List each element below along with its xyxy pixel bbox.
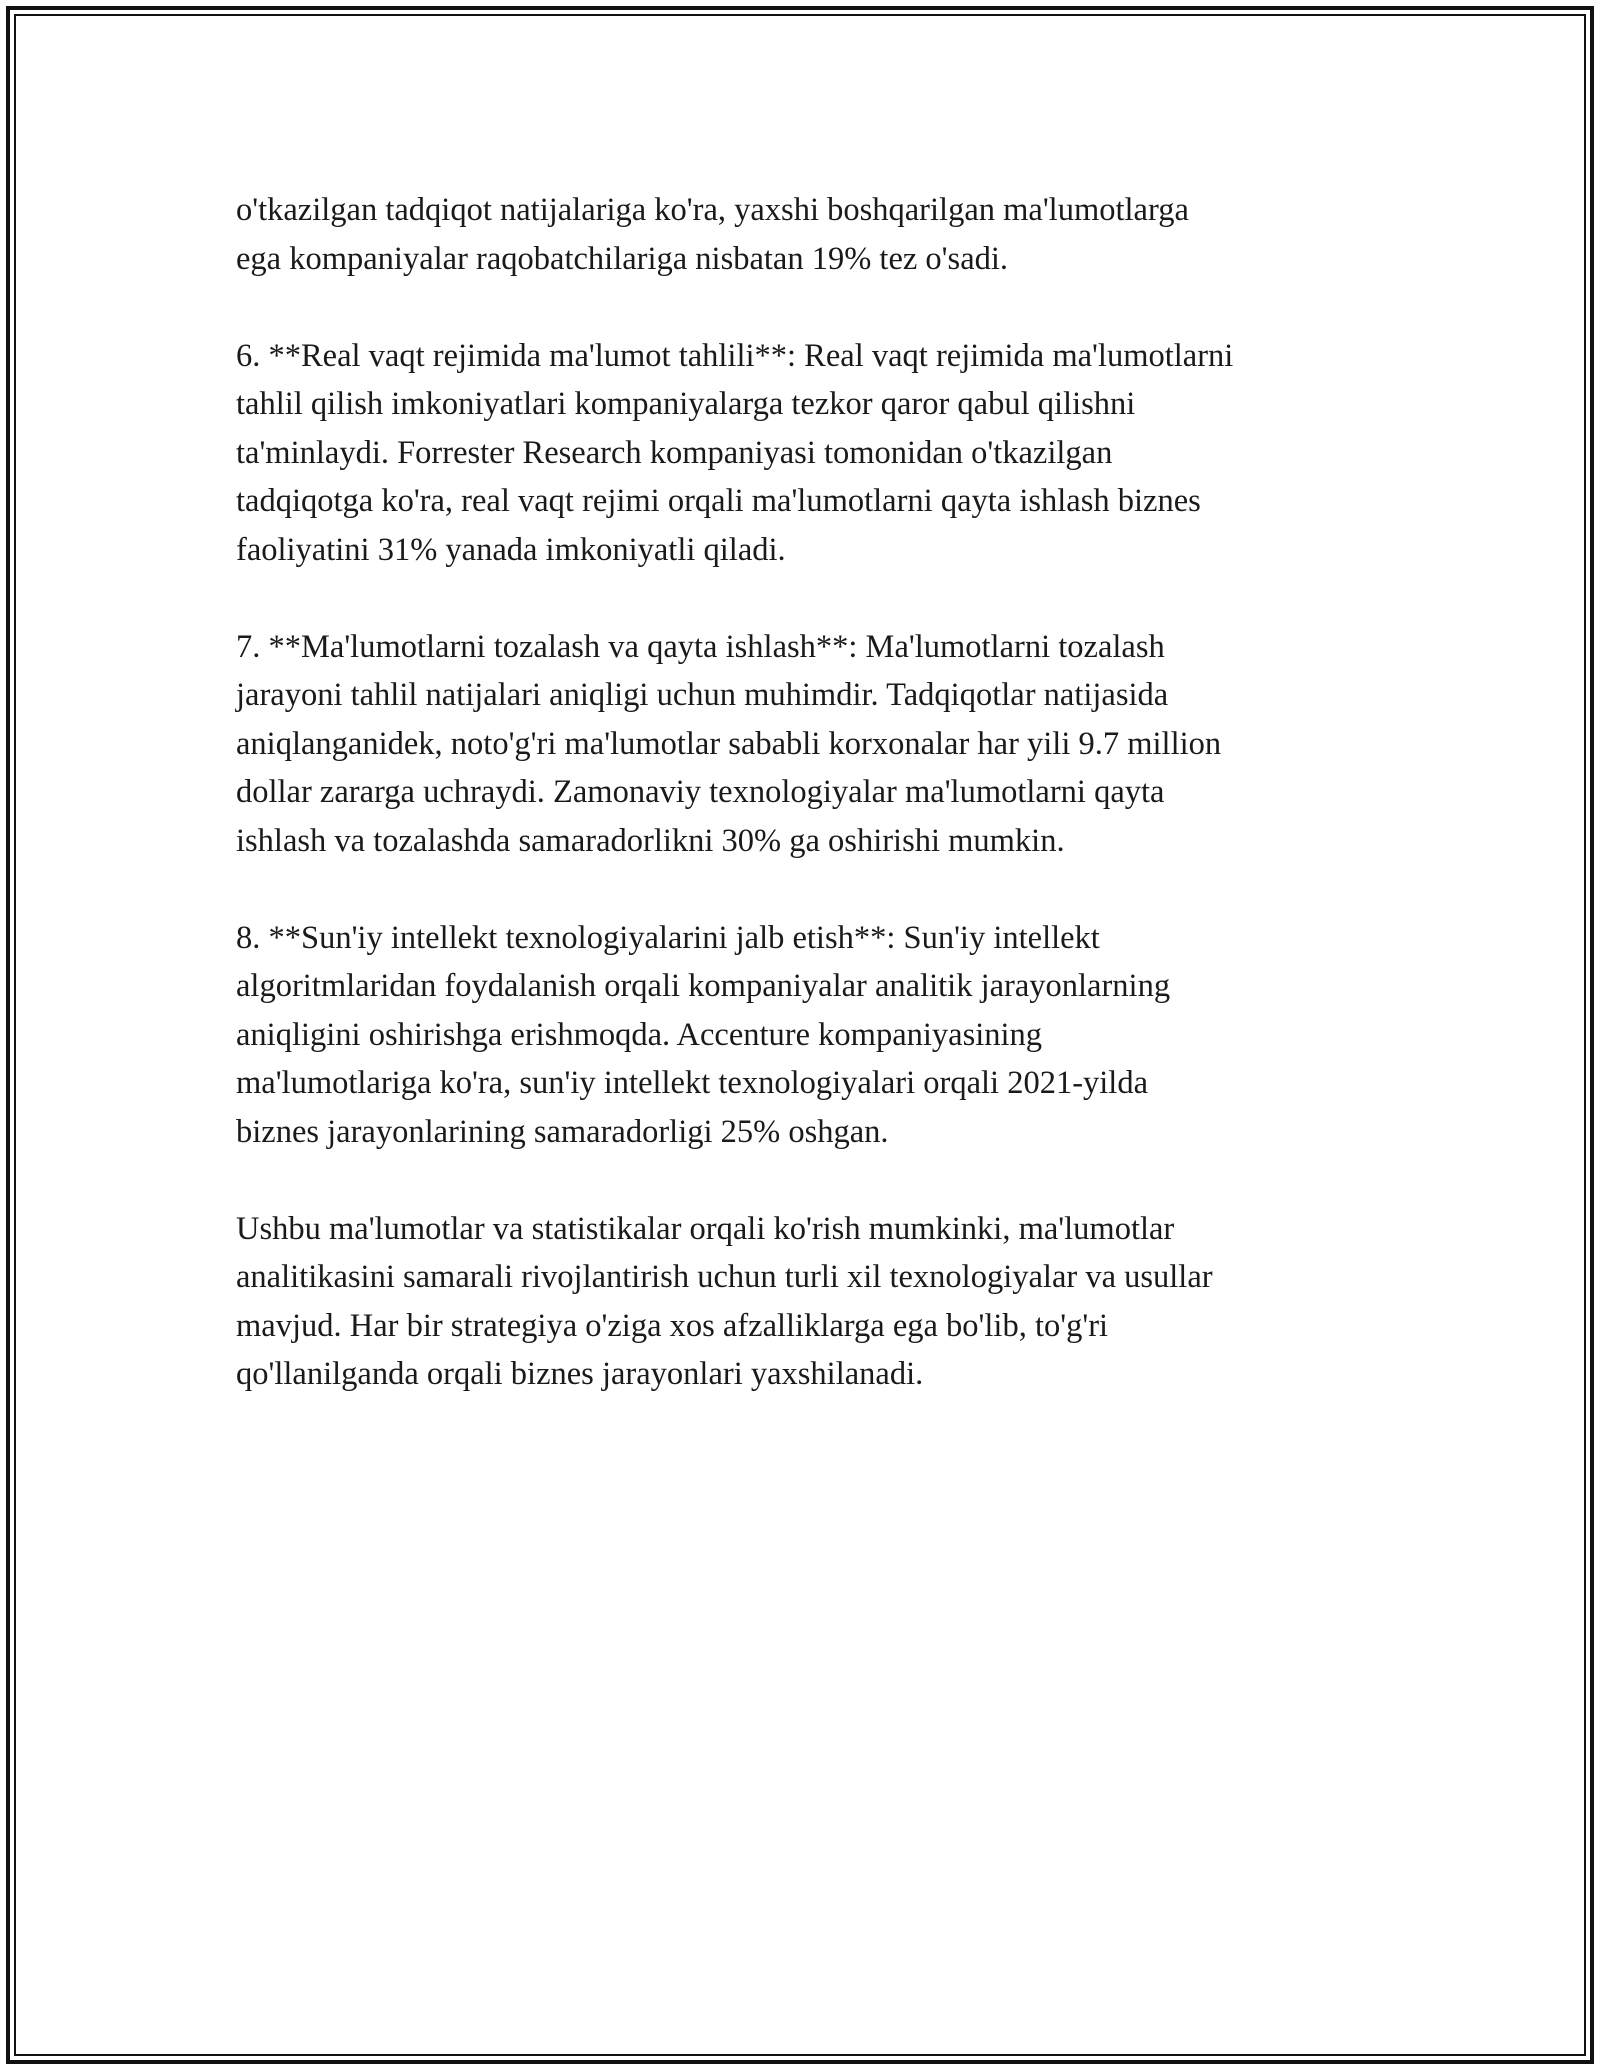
text-line: dollar zararga uchraydi. Zamonaviy texnologiyalar ma'lumotlarni qayta	[236, 774, 1165, 810]
text-line: biznes jarayonlarining samaradorligi 25% oshgan.	[236, 1113, 889, 1150]
text-line: ishlash va tozalashda samaradorlikni 30% ga oshirishi mumkin.	[236, 822, 1065, 859]
text-line: 8. **Sun'iy intellekt texnologiyalarini jalb etish**: Sun'iy intellekt	[236, 919, 1100, 956]
text-line: qo'llanilganda orqali biznes jarayonlari yaxshilanadi.	[236, 1356, 924, 1392]
paragraph-item-8	[236, 914, 1386, 1157]
text-line: analitikasini samarali rivojlantirish uchun turli xil texnologiyalar va usullar	[236, 1259, 1213, 1295]
text-line: 7. **Ma'lumotlarni tozalash va qayta ishlash**: Ma'lumotlarni tozalash	[236, 628, 1165, 665]
text-line: algoritmlaridan foydalanish orqali kompaniyalar analitik jarayonlarning	[236, 968, 1171, 1004]
text-line: jarayoni tahlil natijalari aniqligi uchun muhimdir. Tadqiqotlar natijasida	[236, 677, 1169, 713]
paragraph-conclusion	[236, 1205, 1386, 1399]
paragraph-continuation	[236, 186, 1386, 283]
text-line: mavjud. Har bir strategiya o'ziga xos afzalliklarga ega bo'lib, to'g'ri	[236, 1307, 1109, 1344]
text-line: faoliyatini 31% yanada imkoniyatli qiladi.	[236, 531, 786, 568]
text-line: ta'minlaydi. Forrester Research kompaniyasi tomonidan o'tkazilgan	[236, 434, 1113, 471]
text-line: 6. **Real vaqt rejimida ma'lumot tahlili**: Real vaqt rejimida ma'lumotlarni	[236, 337, 1234, 374]
document-body	[236, 186, 1386, 1447]
text-line: o'tkazilgan tadqiqot natijalariga ko'ra, yaxshi boshqarilgan ma'lumotlarga	[236, 192, 1189, 228]
paragraph-item-6	[236, 332, 1386, 575]
text-line: tahlil qilish imkoniyatlari kompaniyalarga tezkor qaror qabul qilishni	[236, 386, 1136, 422]
text-line: ega kompaniyalar raqobatchilariga nisbatan 19% tez o'sadi.	[236, 240, 1009, 277]
text-line: aniqlanganidek, noto'g'ri ma'lumotlar sababli korxonalar har yili 9.7 million	[236, 725, 1222, 762]
text-line: aniqligini oshirishga erishmoqda. Accenture kompaniyasining	[236, 1016, 1043, 1053]
paragraph-item-7	[236, 623, 1386, 866]
text-line: tadqiqotga ko'ra, real vaqt rejimi orqali ma'lumotlarni qayta ishlash biznes	[236, 483, 1201, 519]
text-line: ma'lumotlariga ko'ra, sun'iy intellekt texnologiyalari orqali 2021-yilda	[236, 1065, 1148, 1101]
text-line: Ushbu ma'lumotlar va statistikalar orqali ko'rish mumkinki, ma'lumotlar	[236, 1210, 1175, 1247]
